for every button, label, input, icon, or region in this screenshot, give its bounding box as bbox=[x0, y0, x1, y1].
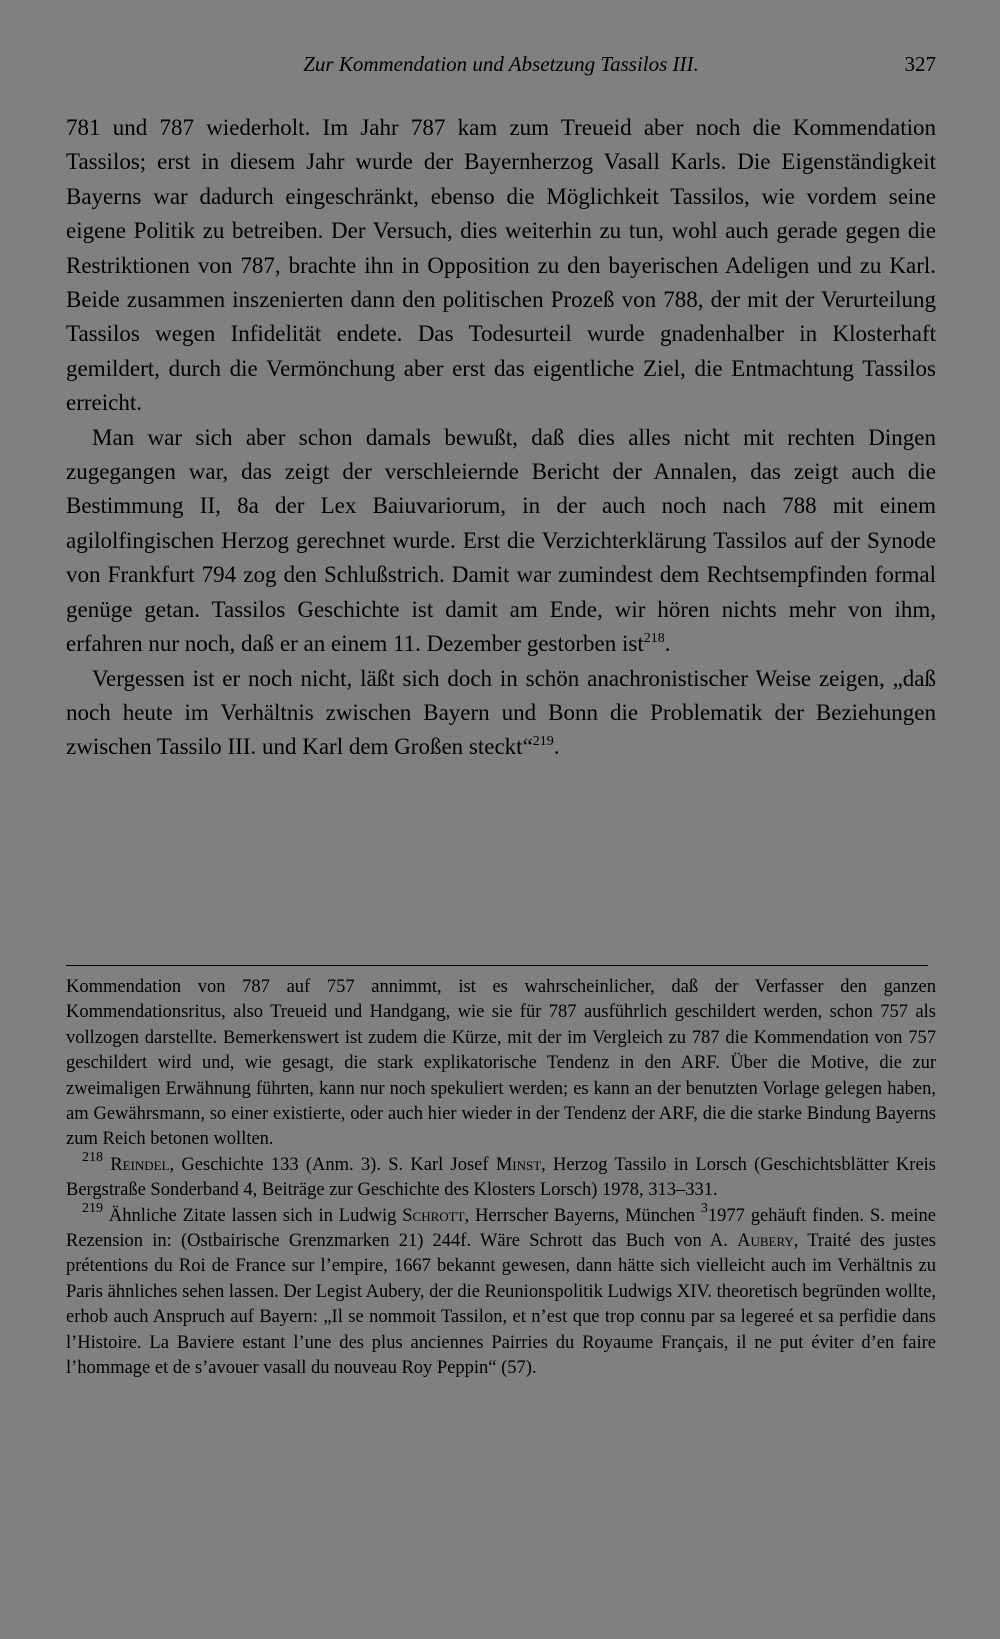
page-number: 327 bbox=[904, 52, 936, 76]
paragraph-3-end: . bbox=[553, 734, 560, 760]
author-reindel: Reindel bbox=[110, 1154, 170, 1175]
paragraph-2-end: . bbox=[664, 631, 671, 657]
author-aubery: Aubery bbox=[737, 1231, 794, 1252]
footnotes bbox=[66, 975, 936, 1382]
footnote-ref-218[interactable]: 218 bbox=[643, 631, 665, 647]
paragraph-2-text: Man war sich aber schon damals bewußt, daß dies alles nicht mit rechten Dingen zugegangen war, das zeigt der verschleiernde Bericht der Annalen, das zeigt auch die Bestimmung II, 8a der Lex Baiuvariorum, in der auch noch nach 788 mit einem agilolfingischen Herzog gerechnet wurde. Erst die Verzichterklärung Tassilos auf der Synode von Frankfurt 794 zog den Schlußstrich. Damit war zumindest dem Rechtsempfinden formal genüge getan. Tassilos Geschichte ist damit am Ende, wir hören nichts mehr von ihm, erfahren nur noch, daß er an einem 11. Dezember gestorben ist bbox=[66, 424, 936, 657]
footnote-number-219: 219 bbox=[82, 1200, 103, 1216]
footnote-219-text-c: 1977 gehäuft finden. S. meine Rezension in: (Ostbairische Grenzmarken 21) 244f. Wäre Schrott das Buch von A. bbox=[66, 1205, 936, 1252]
paragraph-3-text: Vergessen ist er noch nicht, läßt sich doch in schön anachronistischer Weise zeigen, „daß noch heute im Verhältnis zwischen Bayern und Bonn die Problematik der Beziehungen zwischen Tassilo III. und Karl dem Großen steckt“ bbox=[66, 665, 936, 760]
paragraph-1-text: 781 und 787 wiederholt. Im Jahr 787 kam zum Treueid aber noch die Kommendation Tassilos; erst in diesem Jahr wurde der Bayernherzog Vasall Karls. Die Eigenständigkeit Bayerns war dadurch eingeschränkt, ebenso die Möglichkeit Tassilos, wie vordem seine eigene Politik zu betreiben. Der Versuch, dies weiterhin zu tun, wohl auch gerade gegen die Restriktionen von 787, brachte ihn in Opposition zu den bayerischen Adeligen und zu Karl. Beide zusammen inszenierten dann den politischen Prozeß von 788, der mit der Verurteilung Tassilos wegen Infidelität endete. Das Todesurteil wurde gnadenhalber in Klosterhaft gemildert, durch die Vermönchung aber erst das eigentliche Ziel, die Entmachtung Tassilos erreicht. bbox=[66, 115, 936, 416]
main-text bbox=[66, 111, 936, 765]
footnote-218-text-b: , Herzog Tassilo in Lorsch (Geschichtsblätter Kreis Bergstraße Sonderband 4, Beiträge zur Geschichte des Klosters Lorsch) 1978, 313–331. bbox=[66, 1154, 937, 1201]
footnote-divider bbox=[66, 965, 928, 966]
footnote-number-218: 218 bbox=[82, 1149, 103, 1165]
footnote-219-text-a: Ähnliche Zitate lassen sich in Ludwig bbox=[103, 1205, 403, 1226]
footnote-219-text-d: , Traité des justes prétentions du Roi de France sur l’empire, 1667 bekannt gewesen, dann hätte sich vielleicht auch im Verhältnis zu Paris ähnliches sehen lassen. Der Legist Aubery, der die Reunionspolitik Ludwigs XIV. theoretisch begründen wollte, erhob auch Anspruch auf Bayern: „Il se nommoit Tassilon, et n’est que trop connu par sa legereé et sa perfidie dans l’Histoire. La Baviere estant l’une des plus anciennes Pairries du Royaume Français, il ne put éviter d’en faire l’hommage et de s’avouer vasall du nouveau Roy Peppin“ (57). bbox=[66, 1231, 936, 1379]
paragraph-1 bbox=[66, 111, 936, 421]
footnote-219 bbox=[66, 1200, 936, 1382]
paragraph-3 bbox=[66, 662, 936, 765]
footnote-ref-219[interactable]: 219 bbox=[532, 734, 554, 750]
running-title: Zur Kommendation und Absetzung Tassilos III. bbox=[303, 52, 699, 76]
author-minst: Minst bbox=[495, 1154, 542, 1175]
edition-number: 3 bbox=[700, 1200, 708, 1216]
paragraph-2 bbox=[66, 421, 936, 662]
footnote-continued: Kommendation von 787 auf 757 annimmt, ist es wahrscheinlicher, daß der Verfasser den ganzen Kommendationsritus, also Treueid und Handgang, wie sie für 787 ausführlich geschildert werden, schon 757 als vollzogen darstellte. Bemerkenswert ist zudem die Kürze, mit der im Vergleich zu 787 die Kommendation von 757 geschildert wird und, wie gesagt, die stark explikatorische Tendenz in den ARF. Über die Motive, die zur zweimaligen Erwähnung führten, kann nur noch spekuliert werden; es kann an der benutzten Vorlage gelegen haben, am Gewährsmann, so einer existierte, oder auch hier wieder in der Tendenz der ARF, die die starke Bindung Bayerns zum Reich betonen wollten. bbox=[66, 977, 936, 1150]
footnote-218 bbox=[66, 1149, 937, 1204]
page-header bbox=[66, 47, 936, 81]
footnote-218-text-a: , Geschichte 133 (Anm. 3). S. Karl Josef bbox=[169, 1154, 496, 1175]
footnote-219-text-b: , Herrscher Bayerns, München bbox=[464, 1205, 701, 1226]
author-schrott: Schrott bbox=[402, 1205, 465, 1226]
